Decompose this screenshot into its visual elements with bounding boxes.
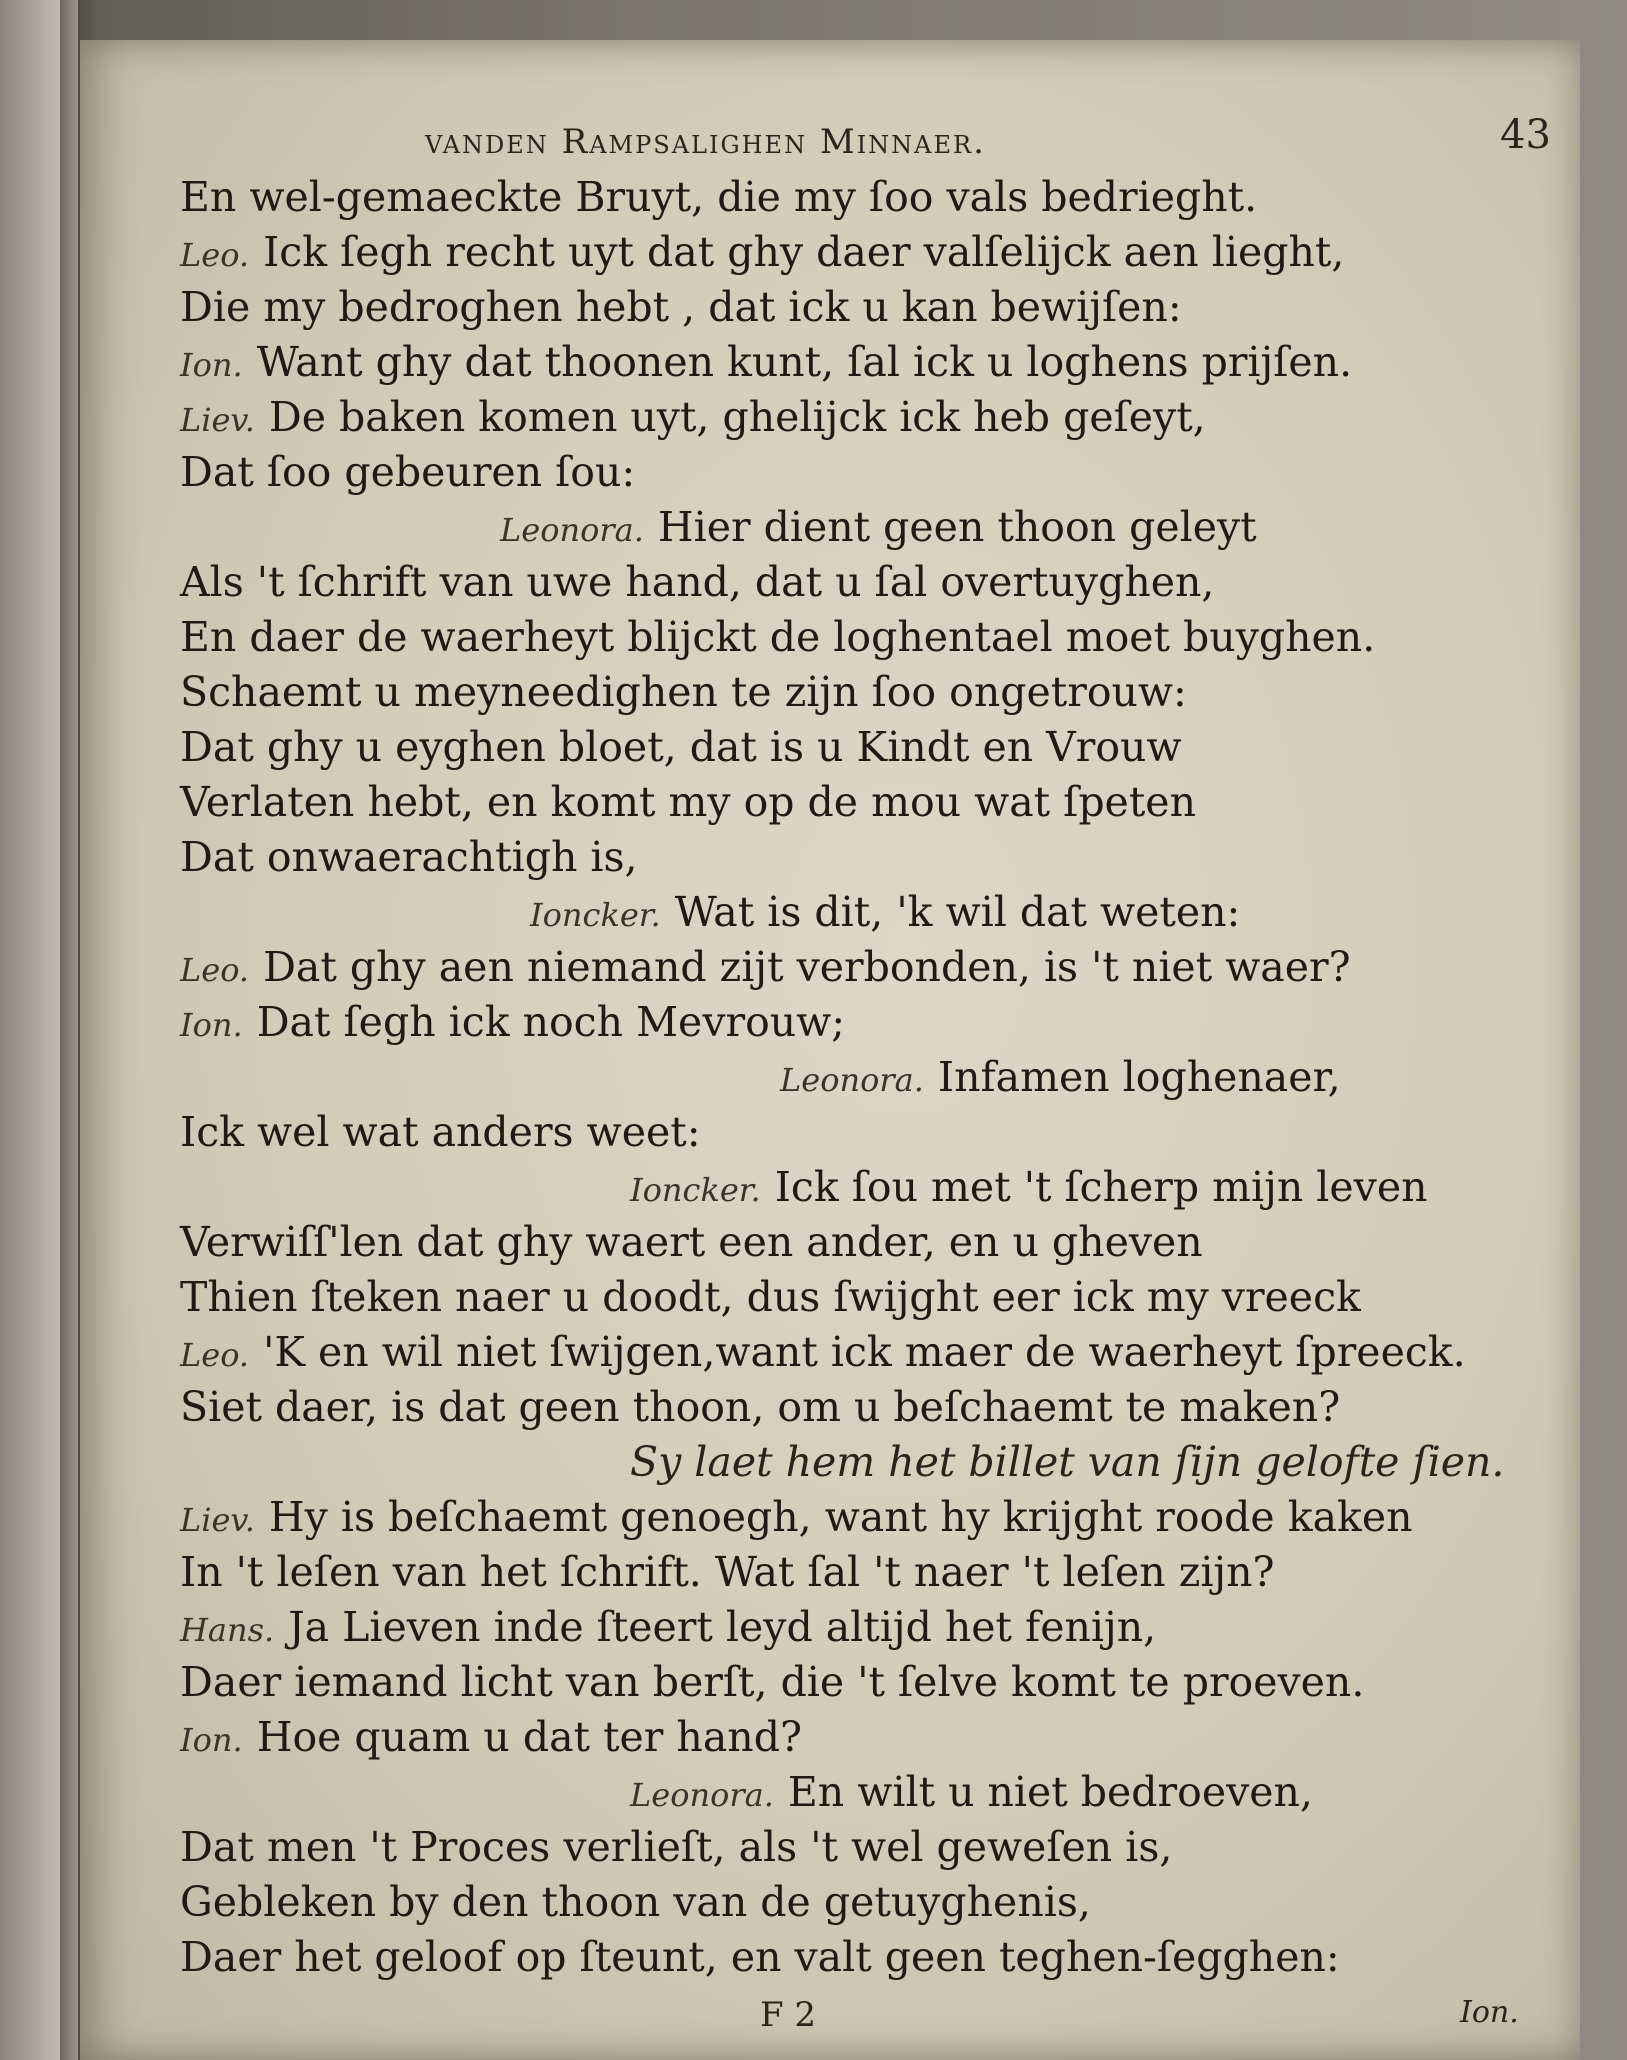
- verse-line: [180, 1710, 1570, 1765]
- verse-line-text: Ja Lieven inde ſteert leyd altijd het fenijn,: [288, 1603, 1157, 1651]
- verse-line-text: Infamen loghenaer,: [937, 1053, 1341, 1101]
- verse-line: [180, 1105, 1570, 1160]
- verse-text: [180, 170, 1570, 1985]
- speaker-label: Leonora.: [500, 511, 644, 549]
- verse-line-text: Wat is dit, 'k wil dat weten:: [674, 888, 1241, 936]
- speaker-label: Ioncker.: [530, 896, 661, 934]
- catchword: Ion.: [1460, 1995, 1519, 2030]
- speaker-label: Leonora.: [630, 1776, 774, 1814]
- verse-line: [180, 225, 1570, 280]
- verse-line: [180, 500, 1570, 555]
- verse-line-text: Die my bedroghen hebt , dat ick u kan bewijſen:: [180, 283, 1182, 331]
- speaker-label: Leo.: [180, 1336, 250, 1374]
- verse-line: [180, 720, 1570, 775]
- verse-line-text: En wilt u niet bedroeven,: [787, 1768, 1313, 1816]
- verse-line: [180, 1325, 1570, 1380]
- verse-line-text: En daer de waerheyt blijckt de loghentael moet buyghen.: [180, 613, 1376, 661]
- verse-line: [180, 1270, 1570, 1325]
- verse-line-text: Verlaten hebt, en komt my op de mou wat ſpeten: [180, 778, 1196, 826]
- verse-line: [180, 830, 1570, 885]
- speaker-label: Ion.: [180, 1721, 243, 1759]
- verse-line: [180, 390, 1570, 445]
- verse-line-text: Daer het geloof op ſteunt, en valt geen teghen-ſegghen:: [180, 1933, 1340, 1981]
- speaker-label: Leo.: [180, 951, 250, 989]
- verse-line-text: Dat ſegh ick noch Mevrouw;: [256, 998, 846, 1046]
- verse-line: [180, 1820, 1570, 1875]
- verse-line: [180, 610, 1570, 665]
- verse-line-text: En wel-gemaeckte Bruyt, die my ſoo vals bedrieght.: [180, 173, 1258, 221]
- verse-line-text: Ick wel wat anders weet:: [180, 1108, 701, 1156]
- verse-line: [180, 1930, 1570, 1985]
- speaker-label: Hans.: [180, 1611, 275, 1649]
- verse-line-text: Als 't ſchrift van uwe hand, dat u ſal overtuyghen,: [180, 558, 1215, 606]
- speaker-label: Leonora.: [780, 1061, 924, 1099]
- verse-line-text: Dat ghy aen niemand zijt verbonden, is 't niet waer?: [263, 943, 1351, 991]
- verse-line: [180, 775, 1570, 830]
- verse-line-text: Siet daer, is dat geen thoon, om u beſchaemt te maken?: [180, 1383, 1341, 1431]
- running-head: vanden Rampsalighen Minnaer.: [425, 122, 986, 162]
- verse-line-text: Ick ſou met 't ſcherp mijn leven: [774, 1163, 1428, 1211]
- verse-line: [180, 1765, 1570, 1820]
- verse-line-text: In 't leſen van het ſchrift. Wat ſal 't naer 't leſen zijn?: [180, 1548, 1275, 1596]
- verse-line-text: Dat onwaerachtigh is,: [180, 833, 638, 881]
- verse-line-text: Ick ſegh recht uyt dat ghy daer valſelijck aen lieght,: [263, 228, 1345, 276]
- verse-line: [180, 335, 1570, 390]
- verse-line: [180, 1215, 1570, 1270]
- verse-line: [180, 1050, 1570, 1105]
- verse-line-text: Hy is beſchaemt genoegh, want hy krijght roode kaken: [268, 1493, 1413, 1541]
- verse-line-text: Want ghy dat thoonen kunt, ſal ick u loghens prijſen.: [256, 338, 1353, 386]
- page-number: 43: [1500, 112, 1551, 158]
- verse-line-text: Thien ſteken naer u doodt, dus ſwijght eer ick my vreeck: [180, 1273, 1361, 1321]
- verse-line: [180, 940, 1570, 995]
- verse-line-text: Verwiſſ'len dat ghy waert een ander, en u gheven: [180, 1218, 1203, 1266]
- verse-line: [180, 1875, 1570, 1930]
- verse-line-text: Schaemt u meyneedighen te zijn ſoo ongetrouw:: [180, 668, 1187, 716]
- verse-line: [180, 1490, 1570, 1545]
- verse-line-text: Gebleken by den thoon van de getuyghenis,: [180, 1878, 1091, 1926]
- verse-line: [180, 1545, 1570, 1600]
- speaker-label: Ion.: [180, 346, 243, 384]
- verse-line: [180, 665, 1570, 720]
- verse-line-text: Dat ſoo gebeuren ſou:: [180, 448, 636, 496]
- verse-line: [180, 280, 1570, 335]
- verse-line-text: 'K en wil niet ſwijgen,want ick maer de waerheyt ſpreeck.: [263, 1328, 1466, 1376]
- verse-line: [180, 885, 1570, 940]
- verse-line-text: Dat men 't Proces verlieſt, als 't wel geweſen is,: [180, 1823, 1173, 1871]
- signature-mark: F 2: [760, 1995, 817, 2035]
- verse-line-text: Hoe quam u dat ter hand?: [256, 1713, 802, 1761]
- verse-line: [180, 1435, 1570, 1490]
- speaker-label: Ioncker.: [630, 1171, 761, 1209]
- speaker-label: Ion.: [180, 1006, 243, 1044]
- speaker-label: Liev.: [180, 401, 255, 439]
- speaker-label: Liev.: [180, 1501, 255, 1539]
- verse-line: [180, 1655, 1570, 1710]
- verse-line: [180, 1600, 1570, 1655]
- verse-line-text: Hier dient geen thoon geleyt: [657, 503, 1257, 551]
- verse-line: [180, 1160, 1570, 1215]
- stage-direction: Sy laet hem het billet van ſijn gelofte ſien.: [630, 1438, 1505, 1486]
- verse-line: [180, 995, 1570, 1050]
- verse-line-text: Daer iemand licht van berſt, die 't ſelve komt te proeven.: [180, 1658, 1365, 1706]
- verse-line: [180, 170, 1570, 225]
- verse-line-text: Dat ghy u eyghen bloet, dat is u Kindt en Vrouw: [180, 723, 1182, 771]
- verse-line-text: De baken komen uyt, ghelijck ick heb geſeyt,: [268, 393, 1206, 441]
- verse-line: [180, 1380, 1570, 1435]
- book-page: [80, 40, 1580, 2060]
- speaker-label: Leo.: [180, 236, 250, 274]
- verse-line: [180, 445, 1570, 500]
- verse-line: [180, 555, 1570, 610]
